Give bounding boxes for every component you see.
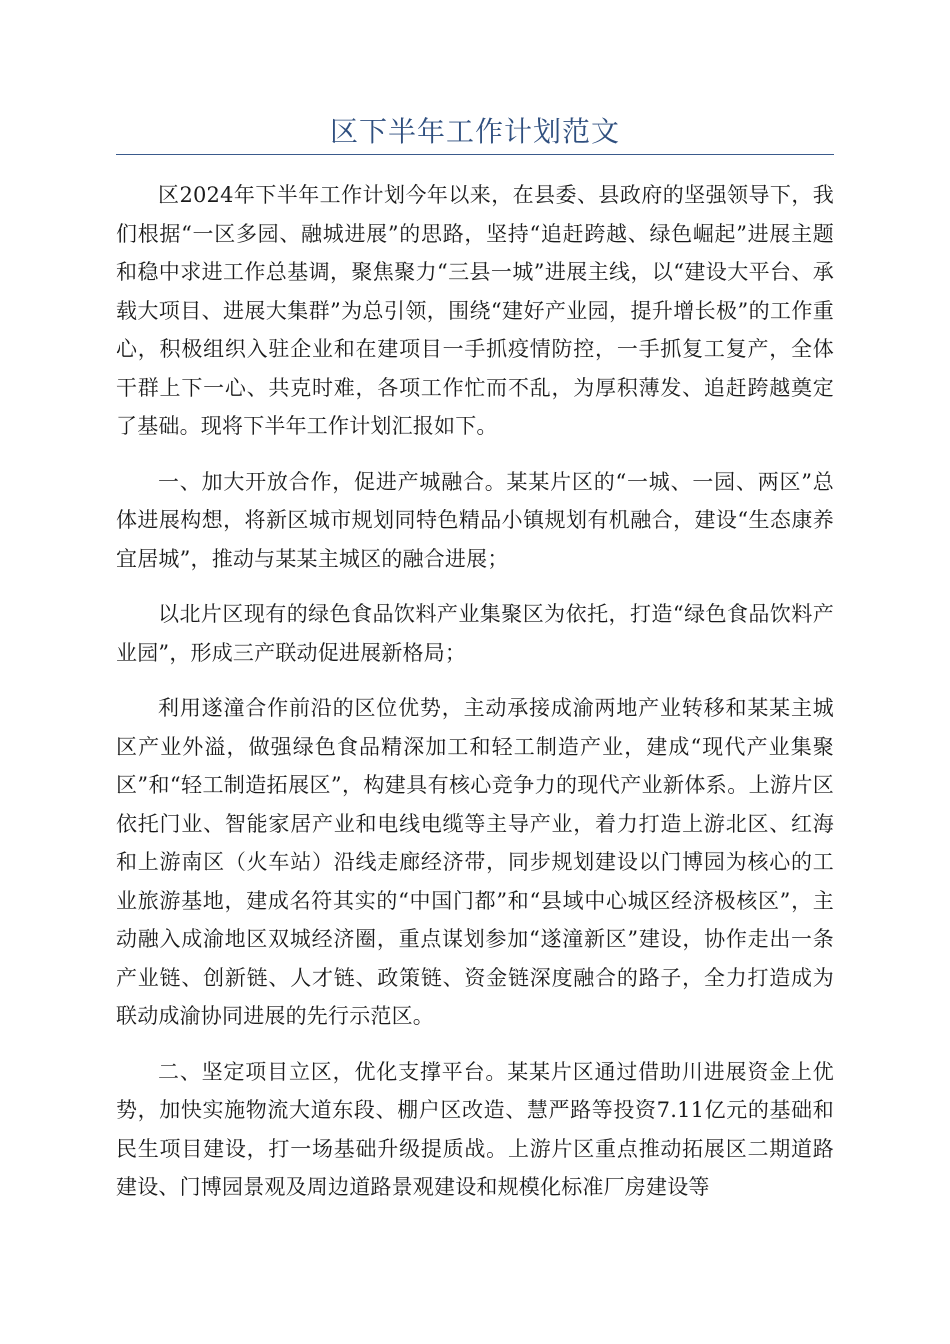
paragraph-intro: 区2024年下半年工作计划今年以来，在县委、县政府的坚强领导下，我们根据“一区多园、融城进展”的思路，坚持“追赶跨越、绿色崛起”进展主题和稳中求进工作总基调，聚焦聚力“三县一城”进展主线，以“建设大平台、承载大项目、进展大集群”为总引领，围绕“建好产业园，提升增长极”的工作重心，积极组织入驻企业和在建项目一手抓疫情防控，一手抓复工复产，全体干群上下一心、共克时难，各项工作忙而不乱，为厚积薄发、追赶跨越奠定了基础。现将下半年工作计划汇报如下。 (116, 183, 834, 438)
paragraph-suitong-cooperation: 利用遂潼合作前沿的区位优势，主动承接成渝两地产业转移和某某主城区产业外溢，做强绿色食品精深加工和轻工制造产业，建成“现代产业集聚区”和“轻工制造拓展区”，构建具有核心竞争力的现代产业新体系。上游片区依托门业、智能家居产业和电线电缆等主导产业，着力打造上游北区、红海和上游南区（火车站）沿线走廊经济带，同步规划建设以门博园为核心的工业旅游基地，建成名符其实的“中国门都”和“县域中心城区经济极核区”，主动融入成渝地区双城经济圈，重点谋划参加“遂潼新区”建设，协作走出一条产业链、创新链、人才链、政策链、资金链深度融合的路子，全力打造成为联动成渝协同进展的先行示范区。 (116, 696, 834, 1028)
paragraph-section-two: 二、坚定项目立区，优化支撑平台。某某片区通过借助川进展资金上优势，加快实施物流大道东段、棚户区改造、慧严路等投资7.11亿元的基础和民生项目建设，打一场基础升级提质战。上游片区重点推动拓展区二期道路建设、门博园景观及周边道路景观建设和规模化标准厂房建设等 (116, 1059, 834, 1199)
title-divider (116, 154, 834, 155)
paragraph-section-one: 一、加大开放合作，促进产城融合。某某片区的“一城、一园、两区”总体进展构想，将新区城市规划同特色精品小镇规划有机融合，建设“生态康养宜居城”，推动与某某主城区的融合进展； (116, 469, 834, 571)
paragraph-north-area: 以北片区现有的绿色食品饮料产业集聚区为依托，打造“绿色食品饮料产业园”，形成三产联动促进展新格局； (116, 602, 834, 665)
document-title: 区下半年工作计划范文 (329, 115, 620, 148)
document-body (116, 176, 834, 1224)
